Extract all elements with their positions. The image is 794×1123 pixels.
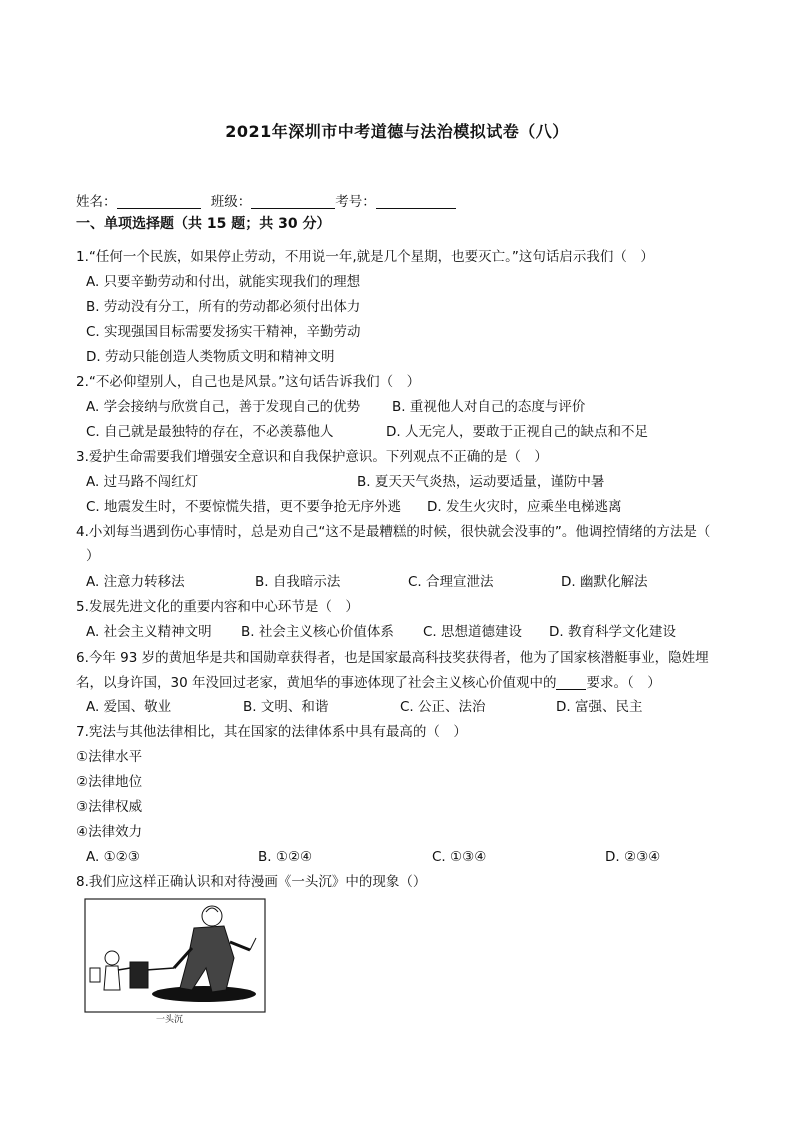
question-8-stem: 8.我们应这样正确认识和对待漫画《一头沉》中的现象（） [76, 874, 427, 890]
class-label: 班级： [210, 194, 252, 210]
question-7-item-3: ③法律权威 [76, 799, 143, 815]
name-label: 姓名： [76, 194, 117, 210]
question-7-option-b: B. ①②④ [258, 849, 313, 865]
question-3-option-c: C. 地震发生时，不要惊慌失措，更不要争抢无序外逃 [86, 499, 402, 515]
question-1-option-d: D. 劳动只能创造人类物质文明和精神文明 [86, 349, 335, 365]
question-4-stem: 4.小刘每当遇到伤心事情时，总是劝自己“这不是最糟糕的时候，很快就会没事的”。他调控情绪的方法是（ [76, 524, 711, 540]
question-4-option-a: A. 注意力转移法 [86, 574, 185, 590]
question-2-option-d: D. 人无完人，要敢于正视自己的缺点和不足 [386, 424, 648, 440]
question-3-option-a: A. 过马路不闯红灯 [86, 474, 199, 490]
question-2-option-a: A. 学会接纳与欣赏自己，善于发现自己的优势 [86, 399, 361, 415]
question-3-option-d: D. 发生火灾时，应乘坐电梯逃离 [427, 499, 622, 515]
class-blank [251, 194, 335, 209]
question-5-option-d: D. 教育科学文化建设 [549, 624, 676, 640]
question-2-option-b: B. 重视他人对自己的态度与评价 [392, 399, 586, 415]
question-6-stem-part-a: 名，以身许国，30 年没回过老家，黄旭华的事迹体现了社会主义核心价值观中的 [76, 675, 557, 691]
question-6-option-d: D. 富强、民主 [556, 699, 643, 715]
cartoon-illustration [84, 898, 266, 1020]
question-7-stem: 7.宪法与其他法律相比，其在国家的法律体系中具有最高的（ ） [76, 724, 467, 740]
question-1-option-a: A. 只要辛勤劳动和付出，就能实现我们的理想 [86, 274, 361, 290]
student-info-row [76, 193, 456, 211]
page-title: 2021年深圳市中考道德与法治模拟试卷（八） [225, 122, 569, 141]
question-6-option-a: A. 爱国、敬业 [86, 699, 172, 715]
cartoon-caption: 一头沉 [156, 1015, 184, 1025]
question-2-option-c: C. 自己就是最独特的存在，不必羡慕他人 [86, 424, 334, 440]
question-4-option-b: B. 自我暗示法 [255, 574, 341, 590]
question-1-stem: 1.“任何一个民族，如果停止劳动，不用说一年,就是几个星期，也要灭亡。”这句话启示我们（ ） [76, 249, 654, 265]
number-blank [376, 194, 456, 209]
question-1-option-b: B. 劳动没有分工，所有的劳动都必须付出体力 [86, 299, 361, 315]
question-7-item-2: ②法律地位 [76, 774, 143, 790]
question-5-option-c: C. 思想道德建设 [423, 624, 523, 640]
question-7-option-d: D. ②③④ [605, 849, 661, 865]
question-6-blank [556, 675, 586, 690]
section-heading: 一、单项选择题（共 15 题；共 30 分） [76, 216, 331, 232]
question-5-stem: 5.发展先进文化的重要内容和中心环节是（ ） [76, 599, 359, 615]
question-5-option-a: A. 社会主义精神文明 [86, 624, 212, 640]
question-7-item-4: ④法律效力 [76, 824, 143, 840]
question-4-stem-continued: ） [86, 548, 100, 564]
name-blank [117, 194, 201, 209]
question-6-stem-part-b: 要求。（ ） [586, 675, 661, 691]
question-1-option-c: C. 实现强国目标需要发扬实干精神，辛勤劳动 [86, 324, 361, 340]
question-7-option-c: C. ①③④ [432, 849, 487, 865]
question-3-stem: 3.爱护生命需要我们增强安全意识和自我保护意识。下列观点不正确的是（ ） [76, 449, 548, 465]
question-6-option-b: B. 文明、和谐 [243, 699, 329, 715]
question-2-stem: 2.“不必仰望别人，自己也是风景。”这句话告诉我们（ ） [76, 374, 421, 390]
number-label: 考号： [335, 194, 376, 210]
question-3-option-b: B. 夏天天气炎热，运动要适量，谨防中暑 [357, 474, 605, 490]
question-6-option-c: C. 公正、法治 [400, 699, 486, 715]
question-6-stem: 6.今年 93 岁的黄旭华是共和国勋章获得者，也是国家最高科技奖获得者，他为了国家核潜艇事业，隐姓埋 [76, 650, 709, 666]
question-4-option-d: D. 幽默化解法 [561, 574, 648, 590]
question-7-item-1: ①法律水平 [76, 749, 143, 765]
question-5-option-b: B. 社会主义核心价值体系 [241, 624, 394, 640]
question-7-option-a: A. ①②③ [86, 849, 140, 865]
question-4-option-c: C. 合理宣泄法 [408, 574, 494, 590]
question-6-stem-continued [76, 674, 661, 692]
